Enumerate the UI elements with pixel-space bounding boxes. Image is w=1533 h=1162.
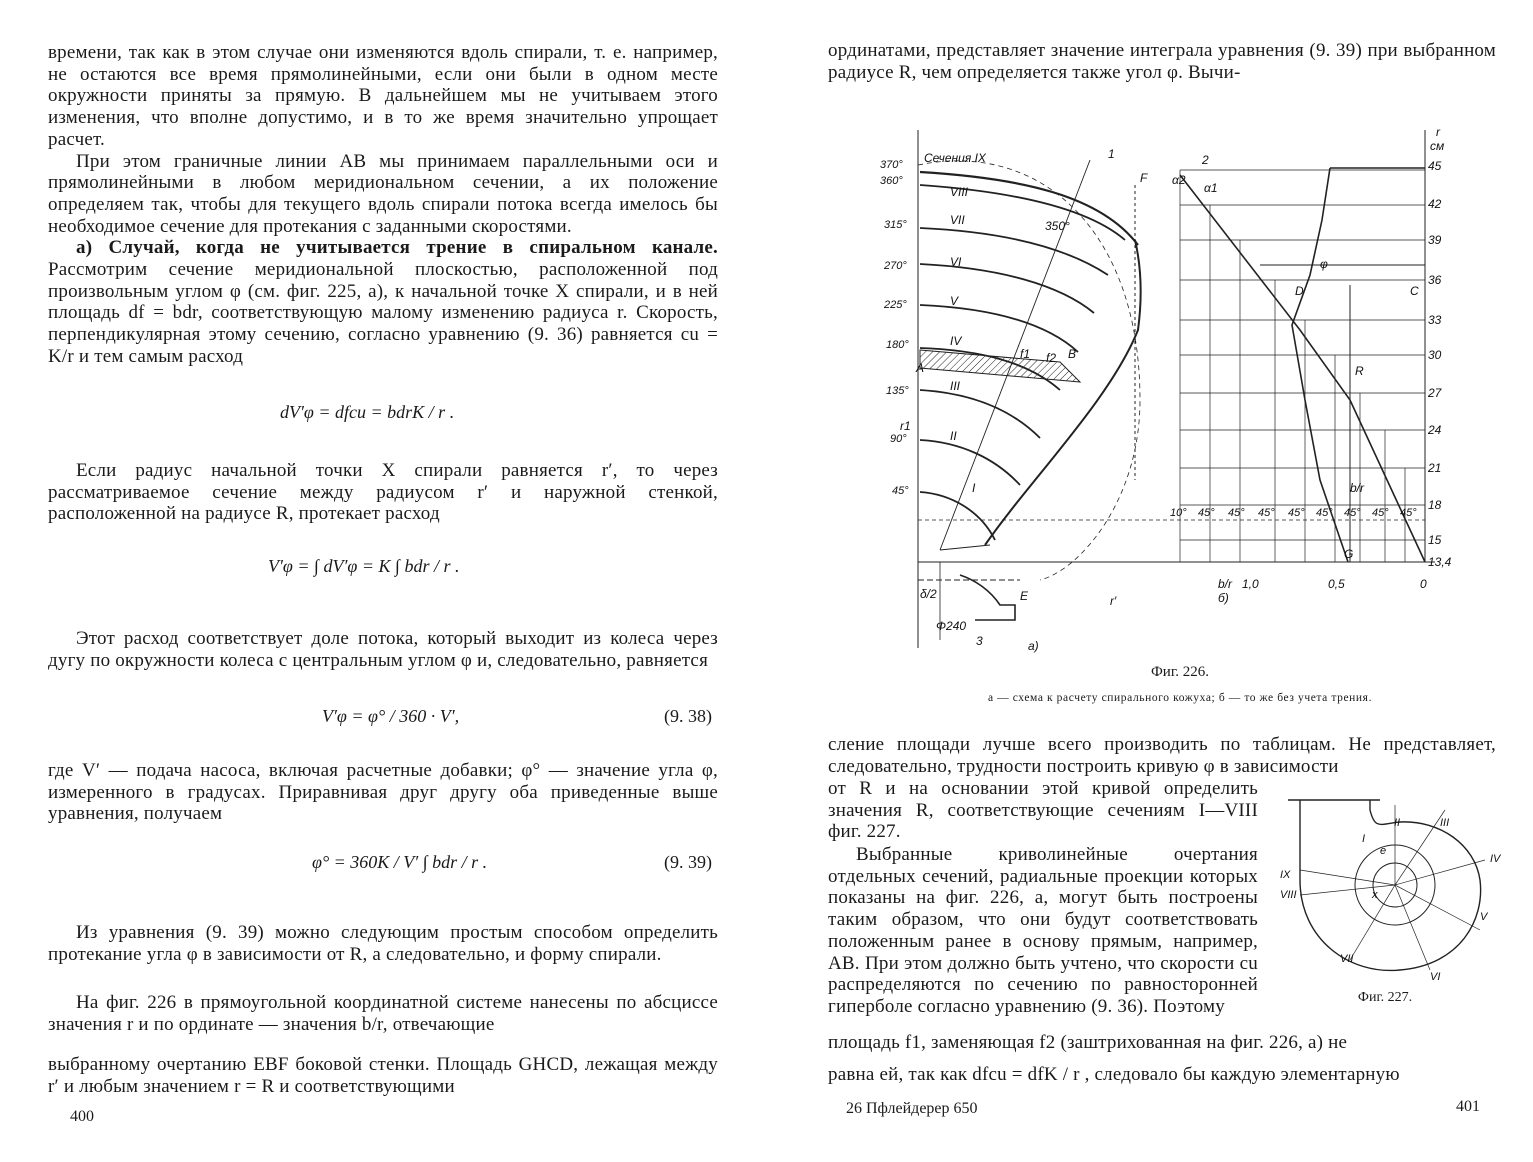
- paragraph: сление площади лучше всего производить по таблицам. Не представляет, следовательно, трудности построить кривую φ в зависимости: [828, 734, 1496, 777]
- letter-3: 3: [976, 634, 983, 648]
- angle-label: 225°: [884, 299, 907, 311]
- fig227-label-V: V: [1480, 911, 1488, 923]
- equation-dV: dV′φ = dfcu = bdrK / r .: [280, 402, 455, 422]
- letter-F: F: [1140, 171, 1148, 185]
- section-heading: а) Случай, когда не учитывается трение в спиральном канале.: [76, 237, 718, 259]
- paragraph: равна ей, так как dfcu = dfK / r , следовало бы каждую элементарную: [828, 1064, 1400, 1085]
- section-label: V: [950, 294, 959, 308]
- letter-d240: Φ240: [936, 619, 967, 633]
- letter-delta: δ/2: [920, 587, 937, 601]
- letter-R: R: [1355, 364, 1364, 378]
- r-axis-unit: см: [1430, 139, 1445, 153]
- left-text-block-1: [48, 42, 718, 368]
- letter-alpha2: α2: [1172, 173, 1186, 187]
- letter-r-prime: r′: [1110, 594, 1117, 608]
- paragraph: Этот расход соответствует доле потока, который выходит из колеса через дугу по окружности колеса с центральным углом φ и, следовательно, равняется: [48, 628, 718, 671]
- letter-E: E: [1020, 589, 1029, 603]
- angle-label: 270°: [884, 260, 907, 272]
- section-label: VII: [950, 213, 965, 227]
- angle-label: 45°: [892, 485, 909, 497]
- letter-f2: f2: [1046, 351, 1057, 365]
- letter-alpha1: α1: [1204, 181, 1218, 195]
- letter-D: D: [1295, 284, 1304, 298]
- letter-G: G: [1344, 547, 1354, 561]
- paragraph: На фиг. 226 в прямоугольной координатной системе нанесены по абсциссе значения r и по ординате — значения b/r, отвечающие: [48, 992, 718, 1035]
- page-number: 400: [70, 1108, 94, 1125]
- paragraph: где V′ — подача насоса, включая расчетные добавки; φ° — значение угла φ, измеренного в градусах. Приравнивая друг другу оба приведенные выше уравнения, получаем: [48, 760, 718, 825]
- angle-label: 180°: [886, 339, 909, 351]
- r-tick: 45: [1428, 159, 1442, 173]
- label-a: а): [1028, 639, 1039, 653]
- figure-226-subcaption: а — схема к расчету спирального кожуха; б — то же без учета трения.: [987, 692, 1373, 704]
- section-label: VI: [950, 255, 962, 269]
- fig227-label-VI: VI: [1430, 971, 1441, 983]
- page-number: 401: [1456, 1098, 1480, 1115]
- r-tick: 27: [1428, 386, 1442, 400]
- figure-227: [1280, 790, 1510, 990]
- section-label: III: [950, 379, 961, 393]
- equation-number: (9. 39): [664, 852, 712, 872]
- r-tick: 42: [1428, 197, 1442, 211]
- r-tick: 39: [1428, 233, 1442, 247]
- br-tick: 0,5: [1328, 577, 1345, 591]
- paragraph: Из уравнения (9. 39) можно следующим простым способом определить протекание угла φ в зависимости от R, а следовательно, и форму спирали.: [48, 922, 718, 965]
- fig227-label-II: II: [1394, 817, 1401, 829]
- r-tick: 33: [1428, 313, 1442, 327]
- label-br: b/r: [1350, 481, 1365, 495]
- section-label: VIII: [950, 185, 969, 199]
- br-tick: 1,0: [1242, 577, 1259, 591]
- paragraph: ординатами, представляет значение интеграла уравнения (9. 39) при выбранном радиусе R, чем определяется также угол φ. Вычи-: [828, 40, 1496, 83]
- fig227-label-VIII: VIII: [1280, 889, 1297, 901]
- figure-226-caption: Фиг. 226.: [1150, 664, 1210, 680]
- angle-label: 90°: [890, 433, 907, 445]
- letter-B: B: [1068, 347, 1077, 361]
- fig227-label-e: e: [1380, 845, 1387, 857]
- letter-1: 1: [1108, 147, 1115, 161]
- paragraph: площадь f1, заменяющая f2 (заштрихованная на фиг. 226, a) не: [828, 1032, 1348, 1053]
- letter-A: A: [916, 361, 925, 375]
- fig227-label-IX: IX: [1280, 869, 1291, 881]
- figure-227-caption: Фиг. 227.: [1357, 990, 1413, 1005]
- step-label: 45°: [1400, 507, 1417, 519]
- fig227-label-VII: VII: [1340, 953, 1354, 965]
- letter-r1: r1: [900, 419, 911, 433]
- step-label: 45°: [1344, 507, 1361, 519]
- step-label: 45°: [1316, 507, 1333, 519]
- right-page: [760, 0, 1533, 1162]
- letter-C: C: [1410, 284, 1419, 298]
- section-label: IV: [950, 334, 962, 348]
- letter-f1: f1: [1020, 347, 1031, 361]
- step-label: 45°: [1198, 507, 1215, 519]
- label-350: 350°: [1045, 219, 1070, 233]
- footer-signature: 26 Пфлейдерер 650: [846, 1100, 978, 1117]
- r-tick: 24: [1428, 423, 1442, 437]
- letter-phi: φ: [1320, 257, 1328, 271]
- step-label: 45°: [1372, 507, 1389, 519]
- equation-9-39: φ° = 360K / V′ ∫ bdr / r .: [312, 852, 488, 872]
- paragraph: Рассмотрим сечение меридиональной плоскостью, расположенной под произвольным углом φ (см. фиг. 225, a), к начальной точке X спирали, и в ней площадь df = bdr, соответствующую малому изменению радиуса r. Скорость, перпендикулярная этому сечению, согласно уравнению (9. 36) равняется cu = K/r и тем самым расход: [48, 259, 718, 367]
- angle-label: 315°: [884, 219, 907, 231]
- r-tick: 21: [1428, 461, 1442, 475]
- figure-226: [880, 100, 1500, 660]
- paragraph: При этом граничные линии AB мы принимаем параллельными оси и прямолинейными в любом меридиональном сечении, а их положение определяем так, чтобы для текущего вдоль спирали потока всегда имелось бы необходимое сечение для протекания с заданными скоростями.: [48, 150, 718, 237]
- r-axis-title: r: [1436, 125, 1440, 139]
- section-label: Сечения IX: [924, 151, 986, 165]
- angle-label: 370°: [880, 159, 903, 171]
- paragraph: Если радиус начальной точки X спирали равняется r′, то через рассматриваемое сечение между радиусом r′ и наружной стенкой, расположенной на радиусе R, протекает расход: [48, 460, 718, 525]
- equation-9-38: V′φ = φ° / 360 · V′,: [322, 706, 460, 726]
- letter-2: 2: [1202, 153, 1209, 167]
- section-label: I: [972, 481, 976, 495]
- equation-number: (9. 38): [664, 706, 712, 726]
- r-tick: 36: [1428, 273, 1442, 287]
- fig227-label-IV: IV: [1490, 853, 1501, 865]
- paragraph: Выбранные криволинейные очертания отдельных сечений, радиальные проекции которых показаны на фиг. 226, a, могут быть построены таким образом, что они будут соответствовать положенным ранее в основу прямым, например, AB. При этом должно быть учтено, что скорости cu распределяются по сечению по равносторонней гиперболе согласно уравнению (9. 36). Поэтому: [828, 844, 1258, 1017]
- r-tick: 13,4: [1428, 555, 1452, 569]
- angle-label: 360°: [880, 175, 903, 187]
- r-tick: 30: [1428, 348, 1442, 362]
- br-tick: 0: [1420, 577, 1427, 591]
- paragraph: времени, так как в этом случае они изменяются вдоль спирали, т. е. например, не остаются все время прямолинейными, если они были в одном месте окружности приняты за прямую. В дальнейшем мы не учитываем этого изменения, что вполне допустимо, и в то же время значительно упрощает расчет.: [48, 42, 718, 150]
- label-b: б): [1218, 591, 1229, 605]
- paragraph: выбранному очертанию EBF боковой стенки. Площадь GHCD, лежащая между r′ и любым значением r = R и соответствующими: [48, 1054, 718, 1097]
- section-label: II: [950, 429, 957, 443]
- step-label: 10°: [1170, 507, 1187, 519]
- fig227-label-III: III: [1440, 817, 1450, 829]
- br-axis-label: b/r: [1218, 577, 1233, 591]
- paragraph: от R и на основании этой кривой определить значения R, соответствующие сечениям I—VIII фиг. 227.: [828, 778, 1258, 843]
- r-tick: 18: [1428, 498, 1442, 512]
- step-label: 45°: [1228, 507, 1245, 519]
- equation-V-integral: V′φ = ∫ dV′φ = K ∫ bdr / r .: [268, 556, 460, 576]
- fig227-label-x: x: [1372, 889, 1378, 901]
- left-page: [0, 0, 760, 1162]
- fig227-label-I: I: [1362, 833, 1366, 845]
- r-tick: 15: [1428, 533, 1442, 547]
- step-label: 45°: [1288, 507, 1305, 519]
- step-label: 45°: [1258, 507, 1275, 519]
- angle-label: 135°: [886, 385, 909, 397]
